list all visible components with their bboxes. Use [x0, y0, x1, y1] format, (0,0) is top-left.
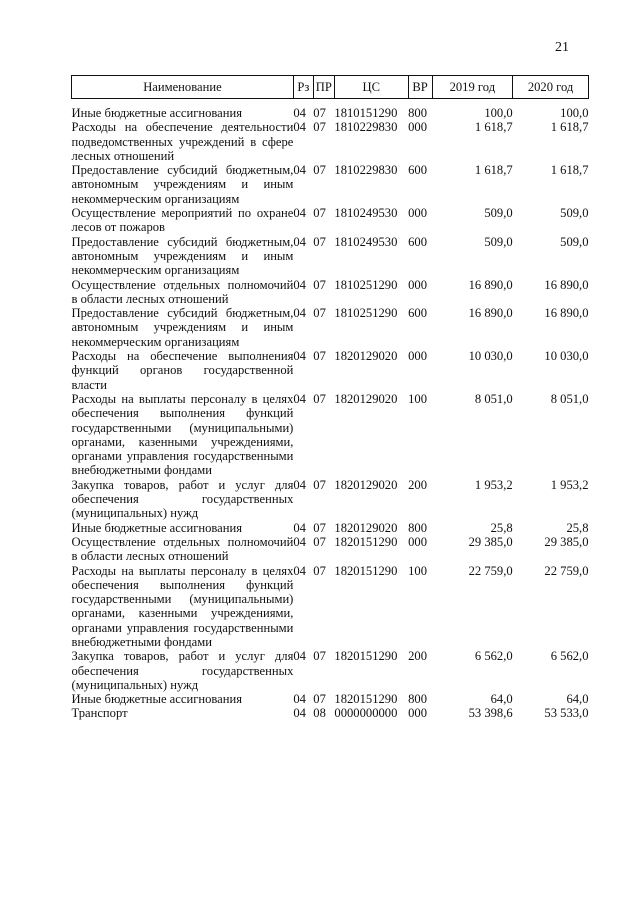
row-2020: 64,0: [566, 692, 589, 707]
row-rz: 04: [293, 692, 306, 707]
row-2019: 100,0: [484, 106, 513, 120]
row-pr: 07: [313, 349, 326, 364]
row-rz: 04: [293, 206, 306, 221]
row-2020: 53 533,0: [544, 706, 589, 721]
row-2019: 509,0: [484, 206, 513, 221]
row-pr: 07: [313, 477, 326, 492]
row-name: Иные бюджетные ассигнования: [71, 692, 243, 707]
table-row: [72, 706, 589, 720]
table-row: [72, 478, 589, 521]
row-2019: 64,0: [490, 692, 513, 707]
row-name: Закупка товаров, работ и услуг для обеспечения государственных (муниципальных) нужд: [71, 649, 294, 692]
row-vr: 000: [408, 277, 427, 292]
row-rz: 04: [293, 120, 306, 135]
row-2020: 29 385,0: [544, 534, 589, 549]
table-row: [72, 564, 589, 650]
table-row: [72, 649, 589, 692]
row-cs: 1820151290: [334, 649, 398, 664]
row-cs: 1820129020: [334, 520, 398, 535]
row-cs: 1810229830: [334, 163, 398, 178]
header-2019: 2019 год: [432, 76, 513, 99]
row-2020: 16 890,0: [544, 306, 589, 321]
row-pr: 07: [313, 649, 326, 664]
table-row: [72, 535, 589, 564]
row-rz: 04: [293, 234, 306, 249]
row-vr: 000: [408, 206, 427, 221]
table-row: [72, 206, 589, 235]
row-2020: 16 890,0: [544, 277, 589, 292]
row-vr: 800: [408, 692, 427, 707]
row-vr: 000: [408, 534, 427, 549]
header-rz: Рз: [293, 76, 313, 99]
row-cs: 1810249530: [334, 234, 398, 249]
row-2019: 22 759,0: [468, 563, 513, 578]
table-header-row: [72, 76, 589, 99]
row-cs: 0000000000: [334, 706, 398, 721]
table-row: [72, 99, 589, 121]
row-vr: 100: [408, 563, 427, 578]
row-rz: 04: [293, 649, 306, 664]
row-vr: 000: [408, 120, 427, 135]
row-2020: 509,0: [560, 234, 589, 249]
row-vr: 800: [408, 520, 427, 535]
row-pr: 08: [313, 706, 326, 721]
row-2019: 25,8: [490, 520, 513, 535]
row-pr: 07: [313, 277, 326, 292]
header-cs: ЦС: [334, 76, 408, 99]
table-body: [72, 99, 589, 721]
row-2020: 100,0: [560, 106, 589, 120]
row-pr: 07: [313, 120, 326, 135]
row-2019: 16 890,0: [468, 277, 513, 292]
row-name: Транспорт: [71, 706, 128, 721]
header-vr: ВР: [408, 76, 432, 99]
row-cs: 1810249530: [334, 206, 398, 221]
row-pr: 07: [313, 306, 326, 321]
row-2019: 29 385,0: [468, 534, 513, 549]
row-2020: 22 759,0: [544, 563, 589, 578]
header-2020: 2020 год: [513, 76, 589, 99]
row-pr: 07: [313, 520, 326, 535]
row-name: Осуществление отдельных полномочий в области лесных отношений: [71, 534, 294, 564]
row-2020: 8 051,0: [550, 391, 589, 406]
table-row: [72, 120, 589, 163]
row-rz: 04: [293, 349, 306, 364]
row-rz: 04: [293, 306, 306, 321]
row-pr: 07: [313, 692, 326, 707]
table-row: [72, 392, 589, 478]
row-2019: 10 030,0: [468, 349, 513, 364]
row-cs: 1810151290: [334, 106, 398, 120]
row-rz: 04: [293, 391, 306, 406]
row-vr: 000: [408, 706, 427, 721]
table-row: [72, 163, 589, 206]
row-2020: 509,0: [560, 206, 589, 221]
table-row: [72, 692, 589, 706]
row-vr: 200: [408, 649, 427, 664]
row-name: Иные бюджетные ассигнования: [71, 520, 243, 535]
row-cs: 1820151290: [334, 534, 398, 549]
header-pr: ПР: [313, 76, 334, 99]
row-rz: 04: [293, 277, 306, 292]
budget-table: [71, 75, 589, 721]
row-pr: 07: [313, 206, 326, 221]
table-row: [72, 521, 589, 535]
row-vr: 600: [408, 306, 427, 321]
row-cs: 1820129020: [334, 349, 398, 364]
row-rz: 04: [293, 106, 306, 120]
row-vr: 100: [408, 391, 427, 406]
row-2019: 1 618,7: [474, 163, 513, 178]
row-cs: 1810251290: [334, 277, 398, 292]
row-2019: 509,0: [484, 234, 513, 249]
row-cs: 1820129020: [334, 477, 398, 492]
row-name: Иные бюджетные ассигнования: [71, 106, 243, 120]
row-2019: 8 051,0: [474, 391, 513, 406]
row-name: Расходы на выплаты персоналу в целях обеспечения выполнения функций государственными (муниципальными) органами, казенными учреждениями, органами управления государственными внебюджетными фондами: [71, 563, 294, 649]
row-2020: 1 618,7: [550, 163, 589, 178]
row-2019: 16 890,0: [468, 306, 513, 321]
row-2020: 1 618,7: [550, 120, 589, 135]
row-2019: 1 953,2: [474, 477, 513, 492]
row-2019: 1 618,7: [474, 120, 513, 135]
row-2020: 10 030,0: [544, 349, 589, 364]
row-name: Расходы на выплаты персоналу в целях обеспечения выполнения функций государственными (муниципальными) органами, казенными учреждениями, органами управления государственными внебюджетными фондами: [71, 391, 294, 478]
row-name: Осуществление мероприятий по охране лесов от пожаров: [71, 206, 294, 235]
table-row: [72, 349, 589, 392]
row-vr: 000: [408, 349, 427, 364]
row-rz: 04: [293, 477, 306, 492]
row-name: Предоставление субсидий бюджетным, автономным учреждениям и иным некоммерческим организациям: [71, 306, 294, 349]
row-vr: 600: [408, 234, 427, 249]
page-number: 21: [555, 40, 569, 55]
row-2019: 6 562,0: [474, 649, 513, 664]
row-pr: 07: [313, 391, 326, 406]
header-name: Наименование: [72, 76, 294, 99]
row-vr: 600: [408, 163, 427, 178]
row-2020: 6 562,0: [550, 649, 589, 664]
row-cs: 1810229830: [334, 120, 398, 135]
row-vr: 800: [408, 106, 427, 120]
row-rz: 04: [293, 534, 306, 549]
row-2020: 1 953,2: [550, 477, 589, 492]
row-rz: 04: [293, 563, 306, 578]
row-rz: 04: [293, 163, 306, 178]
row-cs: 1810251290: [334, 306, 398, 321]
row-2020: 25,8: [566, 520, 589, 535]
row-2019: 53 398,6: [468, 706, 513, 721]
row-name: Осуществление отдельных полномочий в области лесных отношений: [71, 277, 294, 306]
table-row: [72, 306, 589, 349]
row-cs: 1820151290: [334, 692, 398, 707]
row-cs: 1820129020: [334, 391, 398, 406]
row-cs: 1820151290: [334, 563, 398, 578]
row-rz: 04: [293, 706, 306, 721]
row-name: Предоставление субсидий бюджетным, автономным учреждениям и иным некоммерческим организациям: [71, 163, 294, 206]
row-pr: 07: [313, 106, 326, 120]
row-name: Закупка товаров, работ и услуг для обеспечения государственных (муниципальных) нужд: [71, 477, 294, 521]
row-name: Расходы на обеспечение деятельности подведомственных учреждений в сфере лесных отношений: [71, 120, 294, 163]
row-name: Расходы на обеспечение выполнения функций органов государственной власти: [71, 349, 294, 392]
row-pr: 07: [313, 234, 326, 249]
row-pr: 07: [313, 534, 326, 549]
row-rz: 04: [293, 520, 306, 535]
row-pr: 07: [313, 163, 326, 178]
row-name: Предоставление субсидий бюджетным, автономным учреждениям и иным некоммерческим организациям: [71, 234, 294, 278]
table-row: [72, 235, 589, 278]
row-vr: 200: [408, 477, 427, 492]
row-pr: 07: [313, 563, 326, 578]
table-row: [72, 278, 589, 307]
